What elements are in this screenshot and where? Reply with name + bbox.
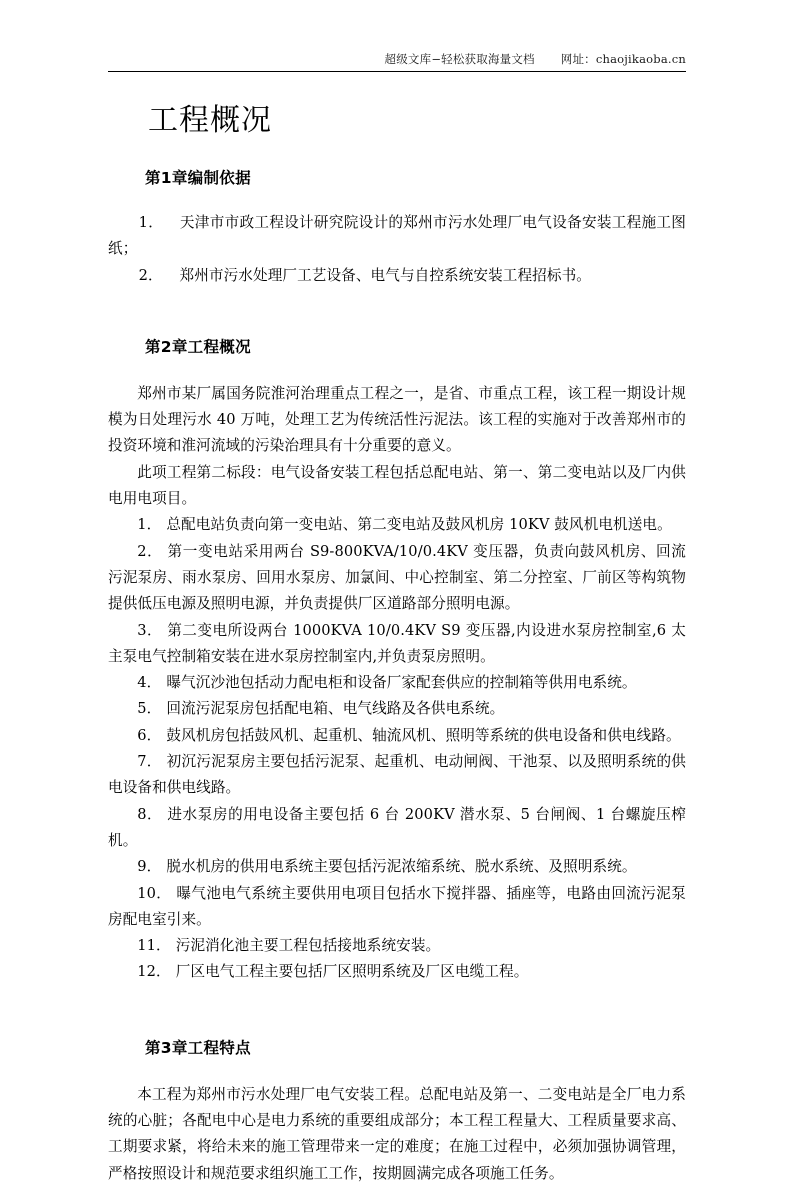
list-item-text: 总配电站负责向第一变电站、第二变电站及鼓风机房 10KV 鼓风机电机送电。 [166,516,672,534]
list-item-text: 脱水机房的供用电系统主要包括污泥浓缩系统、脱水系统、及照明系统。 [166,858,637,876]
list-item [108,802,686,855]
header-site-name: 超级文库−轻松获取海量文档 [384,52,535,66]
list-item-text: 天津市市政工程设计研究院设计的郑州市污水处理厂电气设备安装工程施工图纸； [108,214,686,258]
list-item [108,749,686,802]
paragraph: 郑州市某厂属国务院淮河治理重点工程之一，是省、市重点工程，该工程一期设计规模为日处理污水 40 万吨，处理工艺为传统活性污泥法。该工程的实施对于改善郑州市的投资环境和淮河流域的污染治理具有十分重要的意义。 [108,384,686,455]
list-item-text: 回流污泥泵房包括配电箱、电气线路及各供电系统。 [166,700,505,718]
list-item [108,263,686,289]
header-url-label: 网址： [560,52,596,66]
list-item-text: 曝气沉沙池包括动力配电柜和设备厂家配套供应的控制箱等供用电系统。 [166,674,637,692]
list-item [108,670,686,696]
header-divider-rule [108,71,686,72]
list-item-marker: 1． [137,516,162,534]
list-item [108,696,686,722]
list-item-marker: 9． [137,858,162,876]
list-item-marker: 11． [137,937,171,955]
list-item [108,933,686,959]
list-item [108,539,686,618]
list-item-marker: 2． [137,542,163,560]
list-item [108,618,686,671]
list-item-marker: 8． [137,805,163,823]
page-title: 工程概况 [148,103,272,138]
list-item-text: 郑州市污水处理厂工艺设备、电气与自控系统安装工程招标书。 [179,266,591,284]
list-item [108,210,686,263]
list-item-text: 厂区电气工程主要包括厂区照明系统及厂区电缆工程。 [175,963,529,981]
list-item-text: 污泥消化池主要工程包括接地系统安装。 [175,937,441,955]
list-item-marker: 10． [137,884,172,902]
list-item-marker: 3． [137,621,163,639]
chapter-heading-3: 第3章工程特点 [145,1038,251,1057]
chapter-2-list [108,512,686,985]
list-item-text: 曝气池电气系统主要供用电项目包括水下搅拌器、插座等，电路由回流污泥泵房配电室引来。 [108,884,686,928]
list-item-text: 第一变电站采用两台 S9-800KVA/10/0.4KV 变压器，负责向鼓风机房、回流污泥泵房、雨水泵房、回用水泵房、加氯间、中心控制室、第二分控室、厂前区等构筑物提供低压电源及照明电源，并负责提供厂区道路部分照明电源。 [108,542,686,613]
list-item-text: 第二变电所设两台 1000KVA 10/0.4KV S9 变压器,内设进水泵房控制室,6 太主泵电气控制箱安装在进水泵房控制室内,并负责泵房照明。 [108,621,686,665]
chapter-heading-2: 第2章工程概况 [145,337,251,356]
list-item [108,723,686,749]
list-item [108,854,686,880]
document-body [108,92,686,1187]
list-item-marker: 6． [137,726,162,744]
paragraph: 本工程为郑州市污水处理厂电气安装工程。总配电站及第一、二变电站是全厂电力系统的心脏；各配电中心是电力系统的重要组成部分；本工程工程量大、工程质量要求高、工期要求紧，将给未来的施工管理带来一定的难度；在施工过程中，必须加强协调管理，严格按照设计和规范要求组织施工工作，按期圆满完成各项施工任务。 [108,1085,686,1182]
chapter-1-list [108,210,686,289]
page-header [108,52,686,72]
list-item-marker: 4． [137,674,162,692]
list-item-marker: 12． [137,963,171,981]
chapter-heading-1: 第1章编制依据 [145,169,251,187]
list-item-text: 初沉污泥泵房主要包括污泥泵、起重机、电动闸阀、干池泵、以及照明系统的供电设备和供电线路。 [108,753,686,797]
list-item-marker: 7． [137,753,162,771]
paragraph: 此项工程第二标段：电气设备安装工程包括总配电站、第一、第二变电站以及厂内供电用电项目。 [108,463,686,508]
list-item [108,512,686,538]
list-item-text: 进水泵房的用电设备主要包括 6 台 200KV 潜水泵、5 台闸阀、1 台螺旋压榨机。 [108,805,686,849]
header-url: chaojikaoba.cn [595,52,686,66]
header-text-line [108,52,686,67]
list-item-text: 鼓风机房包括鼓风机、起重机、轴流风机、照明等系统的供电设备和供电线路。 [166,726,681,744]
list-item-marker: 5． [137,700,162,718]
list-item [108,881,686,934]
list-item [108,959,686,985]
list-item-marker: 1． [138,214,164,231]
list-item-marker: 2． [138,266,163,284]
